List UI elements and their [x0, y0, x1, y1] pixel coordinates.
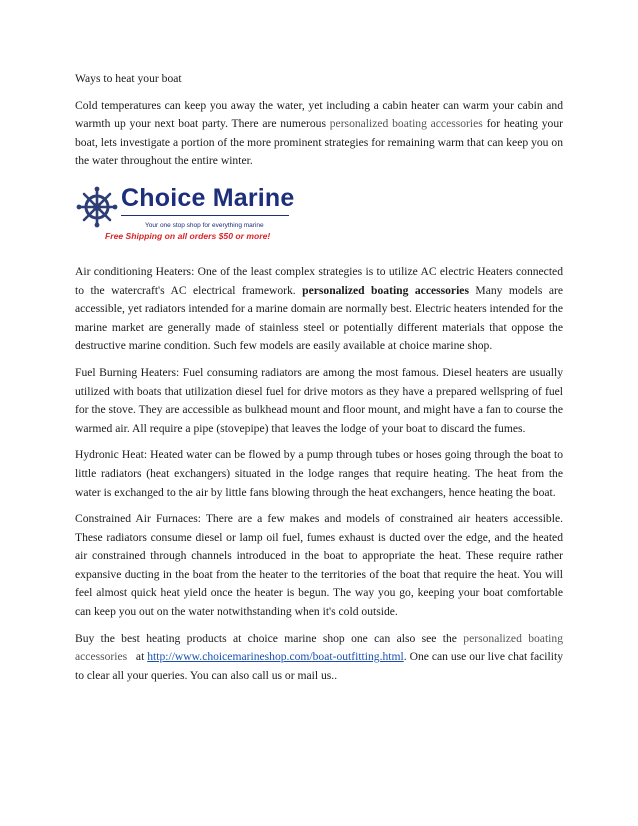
- closing-text-before: Buy the best heating products at choice marine shop one can also see the: [75, 631, 464, 645]
- document-page: [75, 70, 563, 693]
- closing-paragraph: [75, 630, 563, 686]
- hydronic-heat-paragraph: Hydronic Heat: Heated water can be flowed by a pump through tubes or hoses going through the boat to little radiators (heat exchangers) situated in the lodge ranges that require heating. The heat from the water is exchanged to the air by little fans blowing through the heat exchangers, hence heating the boat.: [75, 448, 563, 499]
- ac-text-after: Many models are accessible, yet radiators intended for a marine domain are normally best. Electric heaters intended for the marine market are generally made of stainless steel or potentially different materials that oppose the destructive marine condition. Such few models are easily available at choice marine shop.: [75, 283, 563, 353]
- logo-brand-name: Choice Marine: [121, 183, 295, 212]
- intro-text-after: for heating your boat, lets investigate a portion of the more prominent strategies for remaining warm that can keep you on the water throughout the entire winter.: [75, 117, 563, 168]
- intro-text-before: Cold temperatures can keep you away the water, yet including a cabin heater can warm your cabin and warmth up your next boat party. There are numerous: [75, 98, 563, 131]
- closing-text-mid: at: [127, 650, 148, 664]
- ac-text-before: Air conditioning Heaters: One of the least complex strategies is to utilize AC electric Heaters connected to the watercraft's AC electrical framework.: [75, 264, 563, 297]
- air-furnaces-paragraph: Constrained Air Furnaces: There are a few makes and models of constrained air heaters accessible. These radiators consume diesel or lamp oil fuel, fumes exhaust is ducted over the edge, and the heated air constrained through channels introduced in the boat to appropriate the heat. These require rather expansive ducting in the boat from the heater to the territories of the boat that require the heat. You will feel almost quick heat yield once the heater is begun. The way you go, keeping your boat comfortable can keep you out on the water notwithstanding when it's cold outside.: [75, 512, 563, 619]
- boat-outfitting-link[interactable]: http://www.choicemarineshop.com/boat-outfitting.html: [147, 650, 404, 664]
- ac-heaters-paragraph: [75, 263, 563, 356]
- ac-keyword: personalized boating accessories: [302, 283, 469, 297]
- logo-shipping-promo: Free Shipping on all orders $50 or more!: [105, 230, 271, 241]
- closing-text-after: . One can use our live chat facility to clear all your queries. You can also call us or mail us..: [75, 650, 563, 682]
- closing-keyword: personalized boating accessories: [75, 631, 563, 664]
- intro-paragraph: [75, 97, 563, 171]
- page-title: Ways to heat your boat: [75, 72, 182, 85]
- logo-divider: [121, 215, 289, 216]
- logo-tagline: Your one stop shop for everything marine: [145, 221, 264, 229]
- ship-wheel-icon: [75, 185, 119, 229]
- fuel-heaters-paragraph: Fuel Burning Heaters: Fuel consuming radiators are among the most famous. Diesel heaters are usually utilized with boats that utilization diesel fuel for drive motors as they have a prepared wellspring of fuel for the stove. They are accessible as bulkhead mount and floor mount, and might have a fan to course the warmed air. All require a pipe (stovepipe) that leaves the lodge of your boat to discard the fumes.: [75, 365, 563, 435]
- choice-marine-logo: [75, 181, 303, 247]
- intro-keyword: personalized boating accessories: [329, 117, 483, 131]
